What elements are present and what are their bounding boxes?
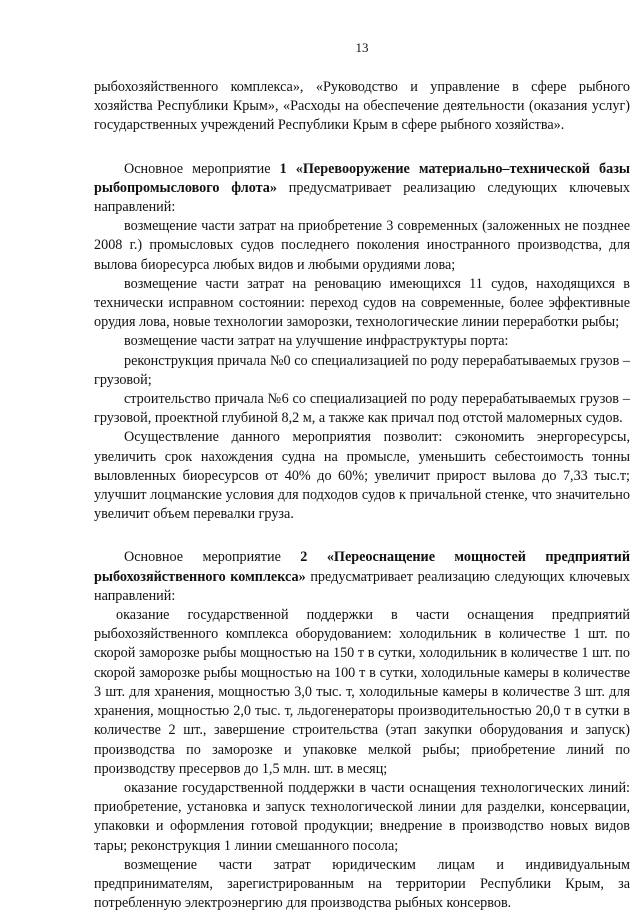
measure-1-effect: Осуществление данного мероприятия позволит: сэкономить энергоресурсы, увеличить срок нахождения судна на промысле, уменьшить себестоимость тонны выловленных биоресурсов от 40% до 60%; увеличит прирост вылова до 7,33 тыс.т; улучшит лоцманские условия для подходов судов к причальной стенке, что значительно увеличит объем перевалки груза.	[94, 429, 630, 523]
measure-1-lead: Основное мероприятие	[124, 160, 280, 177]
measure-2-lead: Основное мероприятие	[124, 549, 301, 566]
intro-paragraph: рыбохозяйственного комплекса», «Руководство и управление в сфере рыбного хозяйства Республики Крым», «Расходы на обеспечение деятельности (оказания услуг) государственных учреждений Республики Крым в сфере рыбного хозяйства».	[94, 79, 630, 134]
spacer	[94, 136, 630, 160]
measure-1-item: возмещение части затрат на приобретение 3 современных (заложенных не позднее 2008 г.) промысловых судов последнего поколения иностранного производства, для вылова биоресурса любых видов и любыми орудиями лова;	[94, 218, 630, 273]
measure-1-item: реконструкция причала №0 со специализацией по роду перерабатываемых грузов – грузовой;	[94, 352, 630, 388]
measure-2-item: возмещение части затрат юридическим лицам и индивидуальным предпринимателям, зарегистрированным на территории Республики Крым, за потребленную электроэнергию для производства рыбных консервов.	[94, 856, 630, 912]
measure-2-number: 2	[300, 549, 308, 566]
measure-1-number: 1	[279, 160, 287, 177]
measure-2-tail: предусматривает реализацию следующих ключевых направлений:	[94, 568, 630, 604]
measure-2-item: оказание государственной поддержки в части оснащения предприятий рыбохозяйственного комплекса оборудованием: холодильник в количестве 1 шт. по скорой заморозке рыбы мощностью на 150 т в сутки, холодильник в количестве 1 шт. по скорой заморозке рыбы мощностью на 100 т в сутки, холодильные камеры в количестве 3 шт. для хранения, мощностью 3,0 тыс. т, холодильные камеры в количестве 3 шт. для хранения, мощностью 2,0 тыс. т, льдогенераторы производительностью 20,0 т в сутки в количестве 2 шт., завершение строительства (этап закупки оборудования и запуск) производства по заморозке и упаковке мелкой рыбы; приобретение линий по производству пресервов до 1,5 млн. шт. в месяц;	[94, 607, 630, 777]
measure-1-item: возмещение части затрат на реновацию имеющихся 11 судов, находящихся в технически исправном состоянии: переход судов на современные, более эффективные орудия лова, новые технологии заморозки, технологические линии переработки рыбы;	[94, 275, 630, 331]
measure-2-item: оказание государственной поддержки в части оснащения технологических линий: приобретение, установка и запуск технологической линии для разделки, консервации, упаковки и оформления готовой продукции; внедрение в производство новых видов тары; реконструкция 1 линии смешанного посола;	[94, 779, 630, 854]
measure-1-title: «Перевооружение материально–технической базы рыбопромыслового флота»	[94, 160, 631, 196]
page-number: 13	[355, 40, 369, 55]
spacer	[94, 524, 630, 548]
measure-2-heading	[94, 548, 630, 606]
measure-2-title: «Переоснащение мощностей предприятий рыбохозяйственного комплекса»	[94, 549, 630, 585]
measure-1-item: строительство причала №6 со специализацией по роду перерабатываемых грузов – грузовой, проектной глубиной 8,2 м, а также как причал под отстой маломерных судов.	[94, 391, 630, 427]
measure-1-item: возмещение части затрат на улучшение инфраструктуры порта:	[124, 333, 509, 350]
measure-1-tail: предусматривает реализацию следующих ключевых направлений:	[94, 179, 630, 216]
measure-1-heading	[94, 160, 630, 218]
